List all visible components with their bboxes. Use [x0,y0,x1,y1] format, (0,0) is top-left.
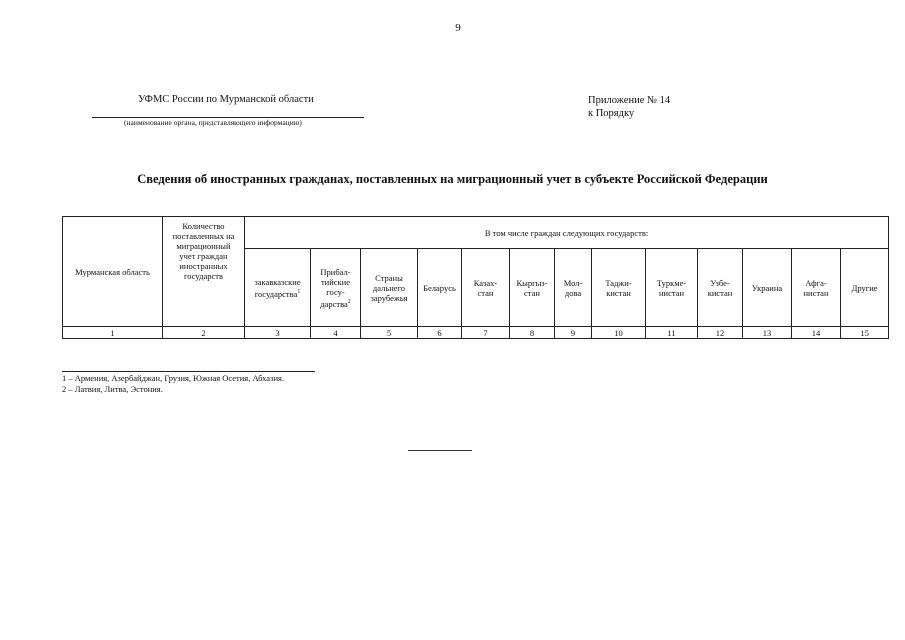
country-column-header [698,249,743,327]
country-header-line: Афга- [805,277,827,288]
country-header-line: Мол- [563,277,583,288]
country-header-line: тийские [320,276,351,287]
country-header-line: зарубежья [370,292,408,303]
column-number: 9 [555,327,592,339]
country-header-line: Прибал- [320,266,351,277]
end-divider [408,450,472,451]
country-header-line: нистан [658,287,684,298]
count-header-line: учет граждан [179,251,228,261]
country-header-line: кистан [707,287,733,298]
country-column-header [792,249,841,327]
count-header-line: поставленных на [172,231,235,241]
country-header-line: Украина [751,282,783,293]
country-header-line: Беларусь [423,282,456,293]
country-column-header [555,249,592,327]
column-number: 14 [792,327,841,339]
column-number: 15 [841,327,889,339]
page-number: 9 [455,22,461,34]
column-number: 7 [462,327,510,339]
country-column-header [462,249,510,327]
country-column-header [245,249,311,327]
country-header-line: стан [524,287,540,298]
country-header-line: Туркме- [656,277,687,288]
footnote-divider [62,371,315,372]
country-header-line: Страны [375,272,403,283]
column-number: 13 [743,327,792,339]
country-header-line: Узбе- [710,277,730,288]
country-header-line: стан [477,287,494,298]
country-header-line: дарства$^2$ [320,298,351,309]
country-column-header [646,249,698,327]
appendix-label [588,94,670,120]
country-header-line: Казах- [473,277,498,288]
country-header-line: нистан [803,287,829,298]
country-header-line: государства$^1$ [254,288,301,299]
country-header-line: кистан [606,287,631,298]
country-column-header [592,249,646,327]
column-number: 4 [311,327,361,339]
count-header [163,217,245,327]
footnotes [62,373,284,395]
country-column-header [743,249,792,327]
group-header: В том числе граждан следующих государств: [245,217,889,249]
country-column-header [510,249,555,327]
column-number: 5 [361,327,418,339]
country-column-header [361,249,418,327]
appendix-line-2: к Порядку [588,108,635,119]
country-header-line: Другие [851,282,878,293]
column-number: 11 [646,327,698,339]
column-number: 2 [163,327,245,339]
document-title: Сведения об иностранных гражданах, поставленных на миграционный учет в субъекте Российской Федерации [137,172,768,186]
count-header-line: государств [184,271,223,281]
column-number: 12 [698,327,743,339]
region-header: Мурманская область [63,217,163,327]
column-number: 8 [510,327,555,339]
column-number: 1 [63,327,163,339]
column-number: 3 [245,327,311,339]
country-header-line: закавказские [254,276,301,287]
org-caption: (наименование органа, представляющего информацию) [124,118,302,127]
migration-table [62,216,889,339]
country-column-header [311,249,361,327]
column-number: 10 [592,327,646,339]
footnote-marker: 1 [297,288,301,295]
appendix-line-1: Приложение № 14 [588,95,671,106]
org-name: УФМС России по Мурманской области [138,94,314,105]
footnote-marker: 2 [347,298,351,305]
footnote-1: 1 – Армения, Азербайджан, Грузия, Южная Осетия, Абхазия. [62,373,285,383]
country-column-header [418,249,462,327]
country-column-header [841,249,889,327]
country-header-line: Кыргыз- [516,277,548,288]
count-header-line: миграционный [176,241,231,251]
country-header-line: Таджи- [605,277,632,288]
count-header-line: иностранных [179,261,228,271]
count-header-line: Количество [182,221,225,231]
country-header-line: дальнего [372,282,406,293]
country-header-line: госу- [326,286,345,297]
column-number: 6 [418,327,462,339]
country-header-line: дова [564,287,582,298]
footnote-2: 2 – Латвия, Литва, Эстония. [62,384,163,394]
